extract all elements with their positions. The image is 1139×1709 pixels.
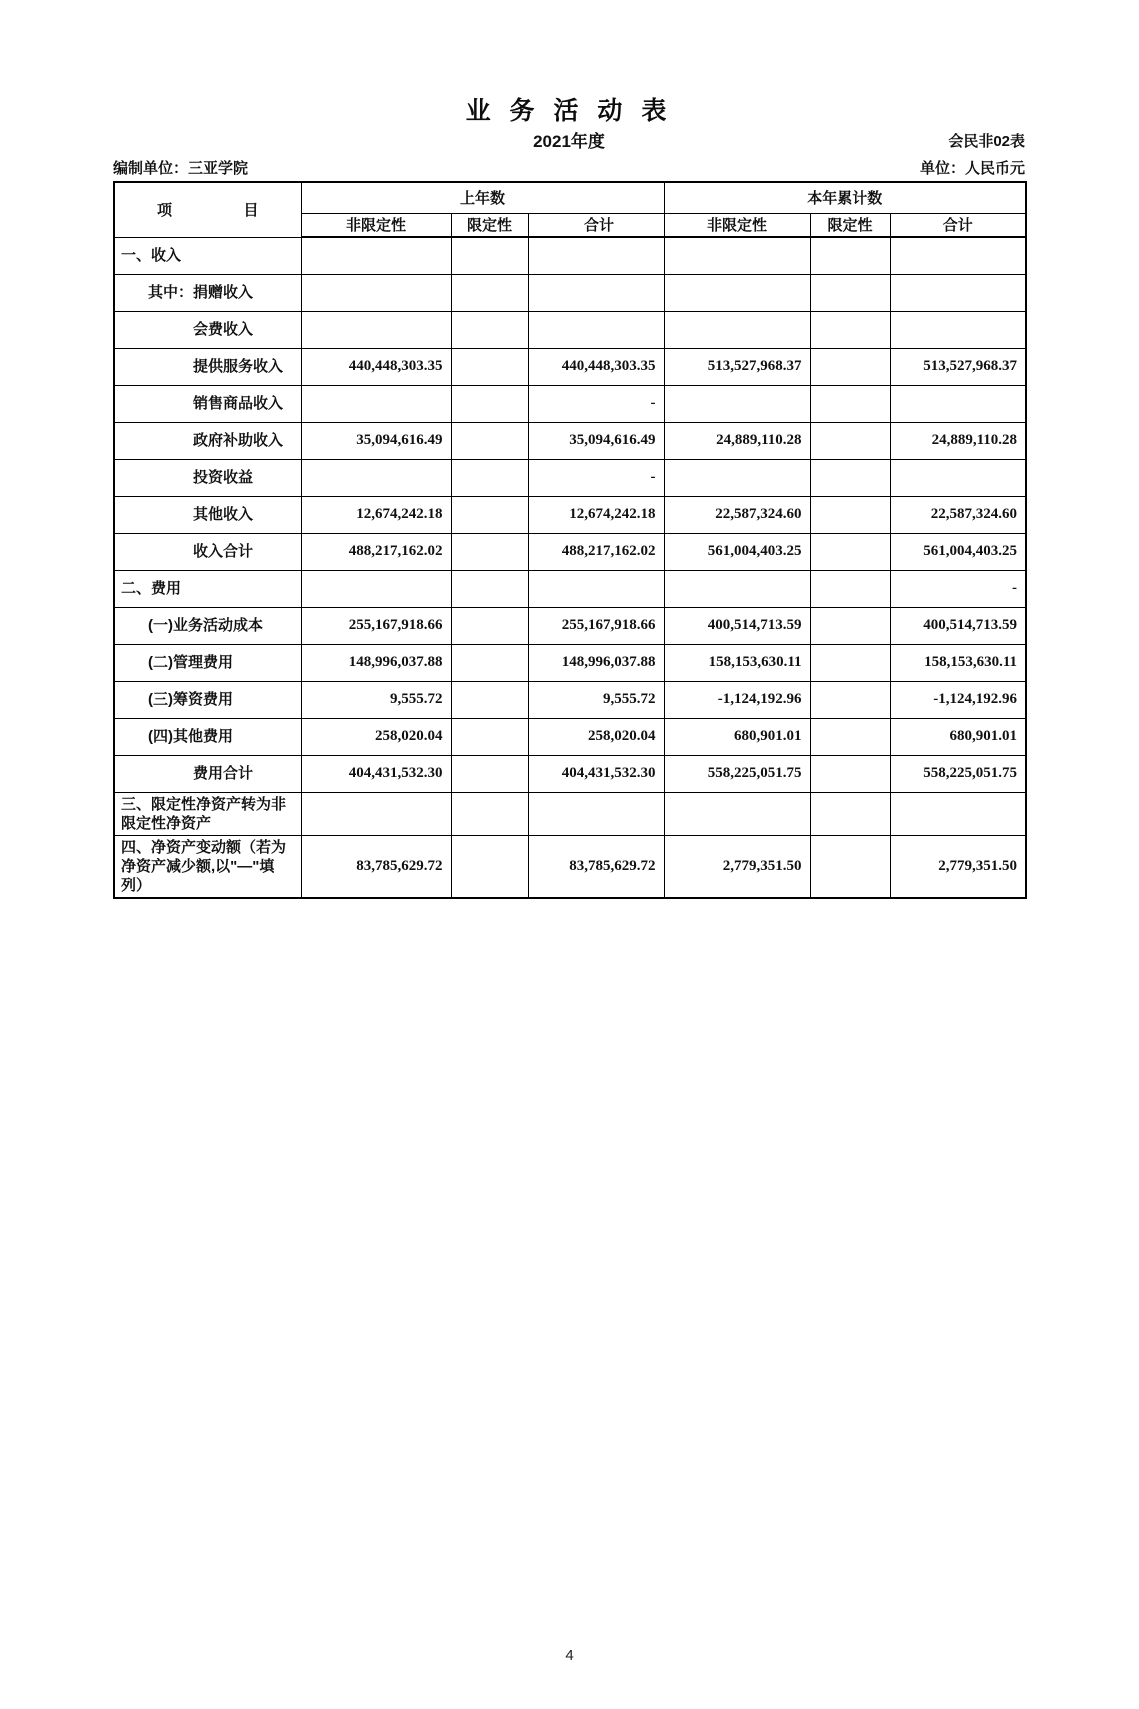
table-row [114,348,1026,385]
cell: 22,587,324.60 [664,496,810,533]
cell [301,459,451,496]
row-label: 收入合计 [114,533,301,570]
cell: 255,167,918.66 [301,607,451,644]
page-number: 4 [565,1647,574,1664]
cell: - [890,570,1026,607]
cell [810,237,890,274]
cell [810,348,890,385]
row-label: 会费收入 [114,311,301,348]
cell: 148,996,037.88 [301,644,451,681]
subheader-cy-unrestricted: 非限定性 [664,213,810,237]
cell [664,237,810,274]
cell: -1,124,192.96 [664,681,810,718]
cell [451,237,528,274]
group-header-current-year: 本年累计数 [664,182,1026,213]
cell [528,274,664,311]
item-header: 项 目 [114,182,301,237]
row-label: 费用合计 [114,755,301,792]
cell [301,311,451,348]
page-title: 业 务 活 动 表 [465,97,673,125]
cell [810,311,890,348]
cell: 83,785,629.72 [301,835,451,898]
cell: - [528,459,664,496]
cell: 400,514,713.59 [890,607,1026,644]
currency-unit: 单位：人民币元 [919,160,1025,177]
cell [451,570,528,607]
cell [810,459,890,496]
cell [301,385,451,422]
table-row [114,533,1026,570]
cell: 9,555.72 [301,681,451,718]
table-row [114,311,1026,348]
row-label: (二)管理费用 [114,644,301,681]
cell [810,274,890,311]
cell [890,459,1026,496]
subheader-py-restricted: 限定性 [451,213,528,237]
group-header-row [114,182,1026,213]
cell: 561,004,403.25 [890,533,1026,570]
cell [664,385,810,422]
subheader-py-total: 合计 [528,213,664,237]
row-label: 其中：捐赠收入 [114,274,301,311]
table-row [114,644,1026,681]
row-label: 二、费用 [114,570,301,607]
table-body [114,237,1026,898]
cell [301,570,451,607]
cell: 400,514,713.59 [664,607,810,644]
table-row [114,755,1026,792]
cell [810,607,890,644]
cell [451,755,528,792]
document-sheet [113,97,1025,899]
cell: 24,889,110.28 [664,422,810,459]
cell: 561,004,403.25 [664,533,810,570]
cell [810,644,890,681]
cell [664,792,810,835]
cell [890,237,1026,274]
table-row [114,570,1026,607]
cell [451,385,528,422]
table-row [114,681,1026,718]
cell: 24,889,110.28 [890,422,1026,459]
meta-row [113,157,1025,179]
cell: 513,527,968.37 [890,348,1026,385]
report-year: 2021年度 [533,132,605,151]
cell [810,718,890,755]
row-label: 一、收入 [114,237,301,274]
prepared-by: 编制单位：三亚学院 [113,160,249,177]
cell: 12,674,242.18 [528,496,664,533]
cell [451,348,528,385]
cell: -1,124,192.96 [890,681,1026,718]
cell: 83,785,629.72 [528,835,664,898]
row-label: 其他收入 [114,496,301,533]
table-row [114,792,1026,835]
row-label: (三)筹资费用 [114,681,301,718]
cell: - [528,385,664,422]
cell: 12,674,242.18 [301,496,451,533]
row-label: 提供服务收入 [114,348,301,385]
cell [301,237,451,274]
cell [810,496,890,533]
cell [301,792,451,835]
cell: 440,448,303.35 [301,348,451,385]
cell [664,459,810,496]
subheader-cy-restricted: 限定性 [810,213,890,237]
cell [810,681,890,718]
subheader-cy-total: 合计 [890,213,1026,237]
cell: 680,901.01 [664,718,810,755]
row-label: 政府补助收入 [114,422,301,459]
table-row [114,385,1026,422]
row-label: (四)其他费用 [114,718,301,755]
cell [451,644,528,681]
cell: 2,779,351.50 [664,835,810,898]
cell: 488,217,162.02 [301,533,451,570]
cell [810,533,890,570]
cell [810,385,890,422]
cell [301,274,451,311]
cell: 158,153,630.11 [890,644,1026,681]
cell [810,835,890,898]
cell [528,311,664,348]
cell: 255,167,918.66 [528,607,664,644]
table-row [114,422,1026,459]
cell [451,422,528,459]
table-row [114,718,1026,755]
cell: 513,527,968.37 [664,348,810,385]
cell [890,274,1026,311]
cell [451,533,528,570]
row-label: 四、净资产变动额（若为净资产减少额,以"—"填列） [114,835,301,898]
cell: 404,431,532.30 [528,755,664,792]
row-label: 销售商品收入 [114,385,301,422]
cell [890,792,1026,835]
cell: 558,225,051.75 [664,755,810,792]
cell [451,681,528,718]
table-row [114,496,1026,533]
cell: 404,431,532.30 [301,755,451,792]
cell: 158,153,630.11 [664,644,810,681]
cell [528,570,664,607]
activity-table [113,181,1027,899]
cell: 558,225,051.75 [890,755,1026,792]
cell: 258,020.04 [301,718,451,755]
form-code: 会民非02表 [948,133,1025,150]
cell [664,274,810,311]
cell [451,459,528,496]
cell [664,570,810,607]
cell [451,607,528,644]
cell [451,718,528,755]
cell: 440,448,303.35 [528,348,664,385]
table-row [114,237,1026,274]
cell: 9,555.72 [528,681,664,718]
cell [451,274,528,311]
cell [528,792,664,835]
cell: 2,779,351.50 [890,835,1026,898]
table-row [114,459,1026,496]
cell [890,385,1026,422]
cell: 488,217,162.02 [528,533,664,570]
cell [528,237,664,274]
table-row [114,607,1026,644]
cell [810,755,890,792]
cell: 258,020.04 [528,718,664,755]
cell [451,496,528,533]
cell [810,422,890,459]
table-row [114,274,1026,311]
row-label: 三、限定性净资产转为非限定性净资产 [114,792,301,835]
cell [664,311,810,348]
cell [451,792,528,835]
cell [810,570,890,607]
table-row [114,835,1026,898]
cell: 680,901.01 [890,718,1026,755]
row-label: 投资收益 [114,459,301,496]
cell [810,792,890,835]
row-label: (一)业务活动成本 [114,607,301,644]
cell [451,311,528,348]
cell: 35,094,616.49 [528,422,664,459]
subheader-py-unrestricted: 非限定性 [301,213,451,237]
cell [890,311,1026,348]
cell: 148,996,037.88 [528,644,664,681]
subtitle-row [113,127,1025,153]
cell [451,835,528,898]
cell: 22,587,324.60 [890,496,1026,533]
cell: 35,094,616.49 [301,422,451,459]
group-header-prior-year: 上年数 [301,182,664,213]
